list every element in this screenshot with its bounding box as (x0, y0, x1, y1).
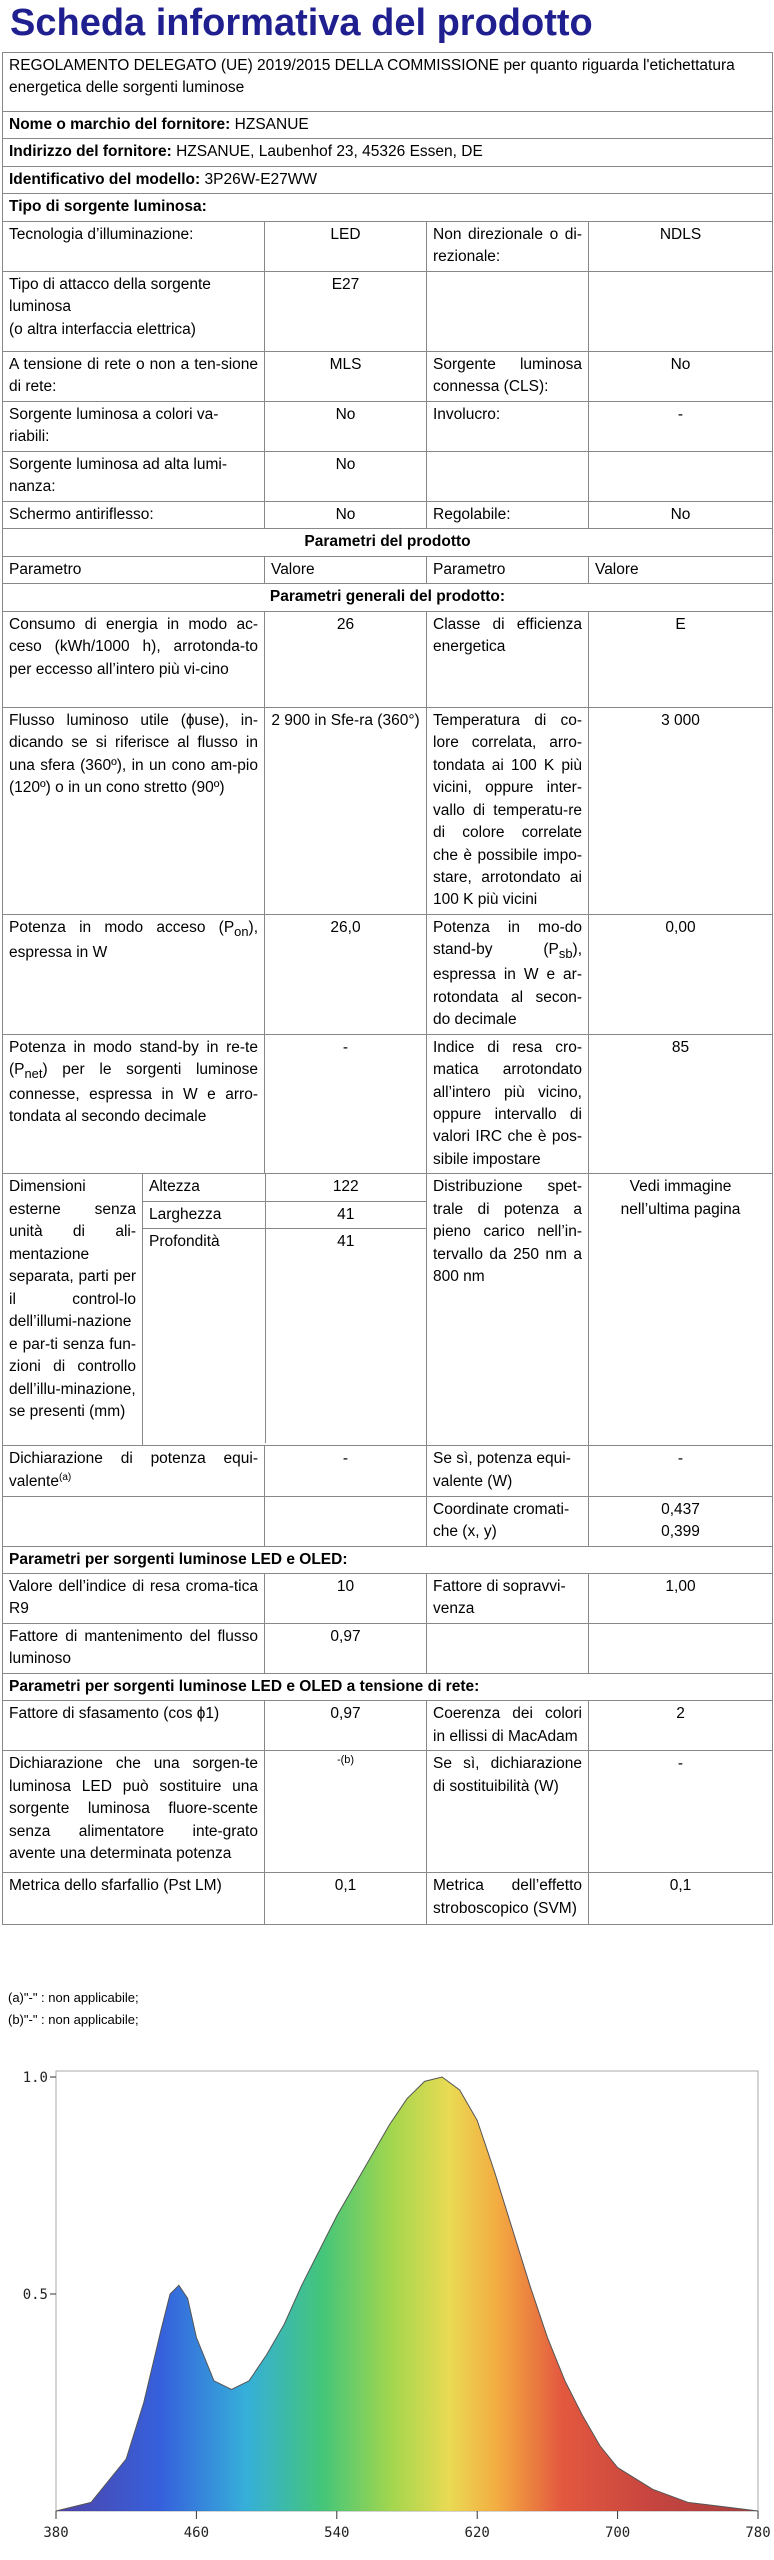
source-row-value2: NDLS (589, 221, 773, 271)
source-row-label2 (427, 271, 589, 351)
led-label2 (427, 1623, 589, 1673)
equiv-value: - (265, 1446, 427, 1496)
mains-label2: Coerenza dei colori in ellissi di MacAdam (427, 1701, 589, 1751)
param-value2: 3 000 (589, 707, 773, 914)
led-value: 10 (265, 1573, 427, 1623)
equiv-sup: (a) (58, 1471, 72, 1483)
led-value2: 1,00 (589, 1573, 773, 1623)
chroma-values (589, 1496, 773, 1546)
source-row-value: E27 (265, 271, 427, 351)
power-net-value: - (265, 1034, 427, 1174)
x-tick-label: 700 (604, 2525, 631, 2541)
power-on-label (3, 914, 265, 1034)
params-header: Parametri del prodotto (3, 529, 773, 556)
mains-label: Metrica dello sfarfallio (Pst LM) (3, 1873, 265, 1925)
dimensions-table (143, 1174, 426, 1443)
source-row-value: MLS (265, 351, 427, 401)
col-value: Valore (265, 556, 427, 583)
x-tick-label: 380 (43, 2525, 69, 2541)
led-label2: Fattore di sopravvi-venza (427, 1573, 589, 1623)
col-value: Valore (589, 556, 773, 583)
mains-value2: 0,1 (589, 1873, 773, 1925)
cri-label: Indice di resa cro-matica arrotondato all’intero più vicino, oppure intervallo di valori IRC che è pos-sibile impostare (427, 1034, 589, 1174)
power-on-label-b: ), espressa in W (9, 918, 258, 961)
power-on-value: 26,0 (265, 914, 427, 1034)
model-label: Identificativo del modello: (9, 170, 201, 188)
equiv-label2: Se sì, potenza equi-valente (W) (427, 1446, 589, 1496)
source-row-label: Schermo antiriflesso: (3, 501, 265, 528)
param-value2: E (589, 611, 773, 707)
param-label: Consumo di energia in modo ac-ceso (kWh/1000 h), arrotonda-to per eccesso all’intero più vi-cino (3, 611, 265, 707)
source-row-value2: - (589, 401, 773, 451)
mains-label2: Metrica dell’effetto stroboscopico (SVM) (427, 1873, 589, 1925)
power-net-label (3, 1034, 265, 1174)
model-value: 3P26W-E27WW (204, 170, 318, 188)
mains-value: 0,1 (265, 1873, 427, 1925)
source-row-label: Sorgente luminosa a colori va-riabili: (3, 401, 265, 451)
footnote-a: (a)"-" : non applicabile; (8, 1990, 139, 2005)
supplier-name-value: HZSANUE (234, 116, 309, 133)
param-label: Flusso luminoso utile (ɸuse), in-dicando se si riferisce al flusso in una sfera (360º), in un cono am-pio (120º) o in un cono stretto (90º) (3, 707, 265, 914)
mains-value2: 2 (589, 1701, 773, 1751)
chroma-y: 0,399 (661, 1522, 700, 1540)
power-on-sub: on (234, 924, 249, 939)
led-label: Valore dell’indice di resa croma-tica R9 (3, 1573, 265, 1623)
supplier-name-label: Nome o marchio del fornitore: (9, 116, 231, 133)
source-row-label: A tensione di rete o non a ten-sione di rete: (3, 351, 265, 401)
model-row (3, 166, 773, 193)
cri-value: 85 (589, 1034, 773, 1174)
chroma-label: Coordinate cromati-che (x, y) (427, 1496, 589, 1546)
power-sb-sub: sb (558, 946, 573, 962)
col-param: Parametro (427, 556, 589, 583)
source-row-value2: No (589, 351, 773, 401)
footnote-b: (b)"-" : non applicabile; (8, 2012, 139, 2027)
mains-label: Fattore di sfasamento (cos ɸ1) (3, 1701, 265, 1751)
mains-label: Dichiarazione che una sorgen-te luminosa LED può sostituire una sorgente luminosa fluore-scente senza alimentatore inte-grato avente una determinata potenza (3, 1751, 265, 1873)
dimensions-label: Dimensioni esterne senza unità di ali-mentazione separata, parti per il control-lo dell’illumi-nazione e par-ti senza fun-zioni di controllo dell’illu-minazione, se presenti (mm) (3, 1174, 143, 1446)
dim-value: 122 (265, 1174, 426, 1201)
power-sb-label-b: ), espressa in W e ar-rotondata al secon-do decimale (433, 941, 582, 1029)
source-row-value2 (589, 451, 773, 501)
param-value: 26 (265, 611, 427, 707)
supplier-name-row (3, 112, 773, 139)
dim-name: Profondità (143, 1229, 265, 1444)
mains-value: -(b) (265, 1751, 427, 1873)
col-param: Parametro (3, 556, 265, 583)
dim-name: Larghezza (143, 1201, 265, 1228)
y-tick-label: 0.5 (22, 2287, 48, 2303)
equiv-label (3, 1446, 265, 1496)
supplier-address-value: HZSANUE, Laubenhof 23, 45326 Essen, DE (176, 143, 483, 161)
source-row-value2 (589, 271, 773, 351)
supplier-address-label: Indirizzo del fornitore: (9, 143, 172, 161)
x-tick-label: 460 (183, 2525, 210, 2541)
page-title: Scheda informativa del prodotto (10, 2, 593, 44)
source-row-value2: No (589, 501, 773, 528)
y-tick-label: 1.0 (22, 2070, 48, 2086)
led-value2 (589, 1623, 773, 1673)
mains-value2: - (589, 1751, 773, 1873)
led-value: 0,97 (265, 1623, 427, 1673)
power-sb-label-a: Potenza in mo-do stand-by (P (433, 918, 582, 959)
param-value: 2 900 in Sfe-ra (360°) (265, 707, 427, 914)
mains-value: 0,97 (265, 1701, 427, 1751)
equiv-label-text: Dichiarazione di potenza equi-valente (9, 1450, 258, 1491)
dim-value: 41 (265, 1201, 426, 1228)
power-net-label-a: Potenza in modo stand-by in re-te (P (9, 1038, 258, 1079)
empty-cell (265, 1496, 427, 1546)
empty-cell (3, 1496, 265, 1546)
source-row-value: No (265, 401, 427, 451)
dim-name: Altezza (143, 1174, 265, 1201)
product-table (2, 52, 773, 1925)
regulation-text: REGOLAMENTO DELEGATO (UE) 2019/2015 DELLA COMMISSIONE per quanto riguarda l'etichettatura energetica delle sorgenti luminose (3, 53, 773, 112)
power-net-sub: net (24, 1066, 43, 1082)
power-sb-value: 0,00 (589, 914, 773, 1034)
x-tick-label: 620 (464, 2525, 490, 2541)
led-oled-header: Parametri per sorgenti luminose LED e OLED: (3, 1546, 773, 1573)
x-tick-label: 780 (745, 2525, 771, 2541)
dimensions-cell (143, 1174, 427, 1446)
power-sb-label (427, 914, 589, 1034)
led-label: Fattore di mantenimento del flusso luminoso (3, 1623, 265, 1673)
equiv-value2: - (589, 1446, 773, 1496)
x-tick-label: 540 (324, 2525, 350, 2541)
source-row-label: Tipo di attacco della sorgente luminosa (o altra interfaccia elettrica) (3, 271, 265, 351)
chroma-x: 0,437 (661, 1500, 700, 1518)
dim-value: 41 (337, 1233, 355, 1251)
spectrum-chart (6, 2065, 771, 2555)
spectral-label: Distribuzione spet-trale di potenza a pieno carico nell’in-tervallo da 250 nm a 800 nm (427, 1174, 589, 1446)
source-row-label2: Sorgente luminosa connessa (CLS): (427, 351, 589, 401)
spectral-value: Vedi immagine nell’ultima pagina (589, 1174, 773, 1446)
source-row-value: No (265, 501, 427, 528)
source-row-label: Tecnologia d’illuminazione: (3, 221, 265, 271)
param-label2: Classe di efficienza energetica (427, 611, 589, 707)
power-on-label-a: Potenza in modo acceso (P (9, 918, 235, 936)
mains-label2: Se sì, dichiarazione di sostituibilità (W) (427, 1751, 589, 1873)
source-row-label2: Involucro: (427, 401, 589, 451)
source-row-value: LED (265, 221, 427, 271)
source-row-label2 (427, 451, 589, 501)
source-row-value: No (265, 451, 427, 501)
source-row-label2: Regolabile: (427, 501, 589, 528)
source-row-label2: Non direzionale o di-rezionale: (427, 221, 589, 271)
source-row-label: Sorgente luminosa ad alta lumi-nanza: (3, 451, 265, 501)
general-header: Parametri generali del prodotto: (3, 584, 773, 611)
supplier-address-row (3, 139, 773, 166)
param-label2: Temperatura di co-lore correlata, arro-tondata ai 100 K più vicini, oppure inter-vallo di temperatu-re di colore correlate che è possibile impo-stare, arrotondato ai 100 K più vicini (427, 707, 589, 914)
led-mains-header: Parametri per sorgenti luminose LED e OLED a tensione di rete: (3, 1673, 773, 1700)
power-net-label-b: ) per le sorgenti luminose connesse, espressa in W e arro-tondata al secondo decimale (9, 1061, 258, 1126)
source-type-header: Tipo di sorgente luminosa: (3, 194, 773, 221)
